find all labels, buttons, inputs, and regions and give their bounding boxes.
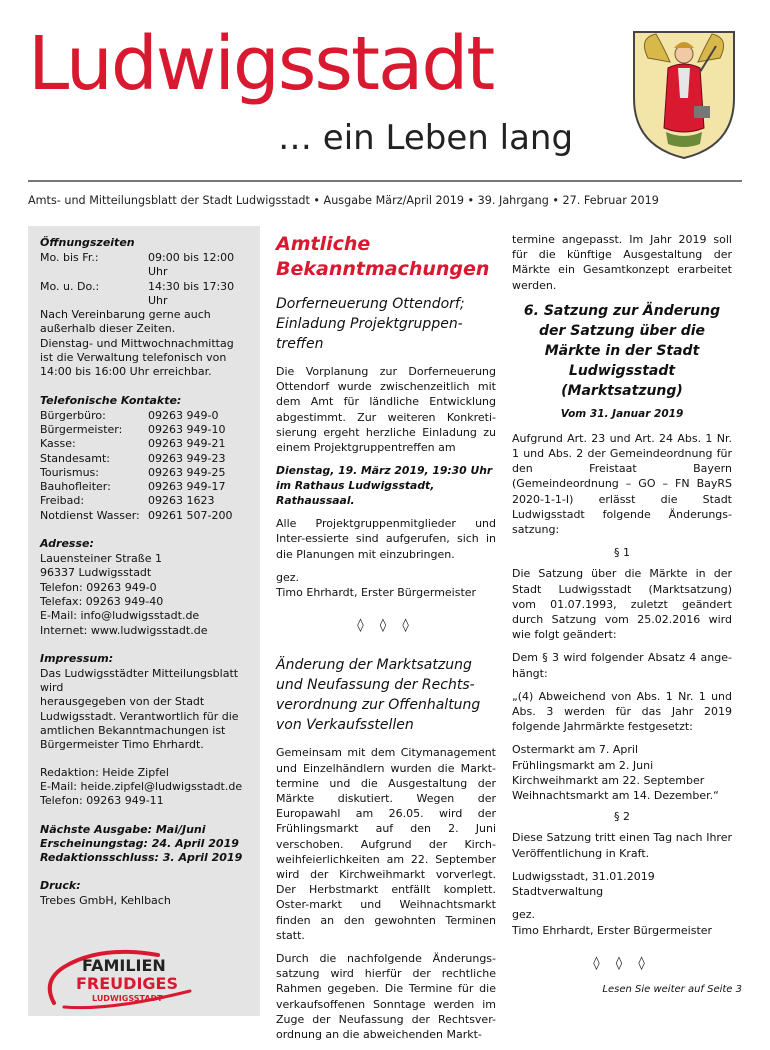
phone-label: Kasse: <box>40 437 76 451</box>
phone-label: Standesamt: <box>40 451 110 465</box>
section-2-label: § 2 <box>614 810 630 824</box>
phone-row <box>40 466 248 480</box>
phone-contacts-heading: Telefonische Kontakte: <box>40 393 182 407</box>
phone-label: Bürgermeister: <box>40 422 123 436</box>
signature-gez: gez. <box>276 570 300 584</box>
issuing-office: Stadtverwaltung <box>512 885 604 899</box>
next-issue-block <box>40 823 248 866</box>
opening-row-value: 14:30 bis 17:30 Uhr <box>148 279 235 307</box>
article2-paragraph: Durch die nachfolgende Änderungs-satzung wird hierfür der rechtliche Rahmen gegeben. Die Termine für die verkaufsoffenen Sonntage werden im Zuge der Neufassung der Rechtsver-ordnung an die abweichenden Markt- <box>276 952 496 1042</box>
separator-diamonds: ◊ ◊ ◊ <box>357 618 415 634</box>
phone-row <box>40 437 248 451</box>
impressum-line: herausgegeben von der Stadt <box>40 695 205 709</box>
logo-line2: FREUDIGES <box>76 973 178 993</box>
phone-row <box>40 509 248 523</box>
impressum-block <box>40 652 248 809</box>
address-email[interactable]: E-Mail: info@ludwigsstadt.de <box>40 609 200 623</box>
masthead-subtitle: … ein Leben lang <box>278 118 574 158</box>
opening-row-label: Mo. bis Fr.: <box>40 251 99 264</box>
statute-paragraph: Dem § 3 wird folgender Absatz 4 ange-hängt: <box>512 651 732 680</box>
continue-note: Lesen Sie weiter auf Seite 3 <box>602 984 742 995</box>
phone-number: 09263 949-0 <box>148 408 219 422</box>
column-right <box>512 232 732 993</box>
next-issue-line: Nächste Ausgabe: Mai/Juni <box>40 822 206 836</box>
address-heading: Adresse: <box>40 537 94 551</box>
statute-paragraph: „(4) Abweichend von Abs. 1 Nr. 1 und Abs. 3 werden für das Jahr 2019 folgende Jahrmärkte festgesetzt: <box>512 689 732 734</box>
address-line: Telefax: 09263 949-40 <box>40 594 164 608</box>
phone-row <box>40 480 248 494</box>
phone-row <box>40 409 248 423</box>
impressum-line: Ludwigsstadt. Verantwortlich für die <box>40 709 239 723</box>
column-middle <box>276 232 496 1050</box>
market-line: Weihnachtsmarkt am 14. Dezember.“ <box>512 789 719 803</box>
phone-number: 09263 1623 <box>148 494 215 508</box>
article1-date: Dienstag, 19. März 2019, 19:30 Uhr <box>276 464 493 478</box>
address-block <box>40 537 248 638</box>
address-website[interactable]: Internet: www.ludwigsstadt.de <box>40 623 208 637</box>
familienfreudiges-logo <box>40 941 210 1011</box>
opening-hours-heading: Öffnungszeiten <box>40 236 135 249</box>
phone-row <box>40 423 248 437</box>
signature-gez: gez. <box>512 908 536 922</box>
coat-of-arms-icon <box>630 28 738 160</box>
print-block <box>40 879 248 908</box>
phone-row <box>40 494 248 508</box>
statute-title: 6. Satzung zur Änderung der Satzung über die Märkte in der Stadt Ludwigsstadt (Marktsatzung) <box>523 302 721 399</box>
market-line: Frühlingsmarkt am 2. Juni <box>512 758 654 772</box>
phone-label: Freibad: <box>40 494 85 508</box>
next-issue-line: Erscheinungstag: 24. April 2019 <box>40 836 239 850</box>
article1-paragraph: Alle Projektgruppenmitglieder und Inter-essierte sind aufgerufen, sich in die Planungen mit einzubringen. <box>276 517 496 561</box>
phone-label: Bauhofleiter: <box>40 480 111 494</box>
phone-number: 09263 949-10 <box>148 422 226 436</box>
opening-row-label: Mo. u. Do.: <box>40 279 100 293</box>
phone-contacts-block <box>40 394 248 523</box>
article1-location: im Rathaus Ludwigsstadt, Rathaussaal. <box>276 479 435 508</box>
masthead-title: Ludwigsstadt <box>28 21 494 107</box>
phone-number: 09261 507-200 <box>148 508 233 522</box>
masthead <box>28 22 588 172</box>
phone-number: 09263 949-17 <box>148 480 226 494</box>
spacer <box>40 753 248 766</box>
market-line: Kirchweihmarkt am 22. September <box>512 773 705 787</box>
opening-row-value: 09:00 bis 12:00 Uhr <box>148 251 235 279</box>
opening-hours-block <box>40 236 248 380</box>
address-line: Telefon: 09263 949-0 <box>40 580 157 594</box>
logo-line3: LUDWIGSSTADT <box>92 993 163 1003</box>
article1-title: Dorferneuerung Ottendorf; Einladung Projektgruppen-treffen <box>276 296 465 352</box>
impressum-heading: Impressum: <box>40 651 114 665</box>
opening-note-line: 14:00 bis 16:00 Uhr erreichbar. <box>40 365 212 379</box>
opening-row <box>40 251 248 280</box>
print-heading: Druck: <box>40 879 81 893</box>
impressum-line: amtlichen Bekanntmachungen ist <box>40 724 226 738</box>
editor-email[interactable]: E-Mail: heide.zipfel@ludwigsstadt.de <box>40 779 243 793</box>
phone-number: 09263 949-21 <box>148 437 226 451</box>
place-date: Ludwigsstadt, 31.01.2019 <box>512 869 655 883</box>
opening-note-line: ist die Verwaltung telefonisch von <box>40 351 227 365</box>
signature-name: Timo Ehrhardt, Erster Bürgermeister <box>276 586 477 600</box>
impressum-line: Das Ludwigsstädter Mitteilungsblatt wird <box>40 666 239 695</box>
editor-line: Redaktion: Heide Zipfel <box>40 765 169 779</box>
statute-paragraph: Die Satzung über die Märkte in der Stadt Ludwigsstadt (Marktsatzung) vom 01.07.1993, zuletzt geändert durch Satzung vom 25.02.2016 wird wie folgt geändert: <box>512 567 732 642</box>
article2-paragraph: Gemeinsam mit dem Citymanagement und Einzelhändlern wurden die Markt-termine und die Ausgestaltung der Märkte diskutiert. Wegen der Europawahl am 26.05. wird der Frühlingsmarkt auf den 2. Juni verschoben. Aufgrund der Kirch-weihfeierlichkeiten am 22. September wird der Kirchweihmarkt vorverlegt. Der Herbstmarkt entfällt komplett. Oster-markt und Weihnachtsmarkt finden an den gewohnten Terminen statt. <box>276 746 496 942</box>
issue-line: Amts- und Mitteilungsblatt der Stadt Ludwigsstadt • Ausgabe März/April 2019 • 39. Jahrgang • 27. Februar 2019 <box>28 194 659 207</box>
article2-title: Änderung der Marktsatzung und Neufassung der Rechts-verordnung zur Offenhaltung von Verkaufsstellen <box>276 657 481 734</box>
section-1-label: § 1 <box>614 546 630 560</box>
article2-continued: termine angepasst. Im Jahr 2019 soll für die künftige Ausgestaltung der Märkte ein Gesamtkonzept erarbeitet werden. <box>512 233 732 292</box>
phone-label: Bürgerbüro: <box>40 408 106 422</box>
article1-paragraph: Die Vorplanung zur Dorferneuerung Ottendorf wurde zwischenzeitlich mit dem Amt für ländliche Entwicklung abgestimmt. Zur weiteren Konkreti-sierung ergeht herzliche Einladung zu einem Projektgruppentreffen am <box>276 365 496 455</box>
phone-row <box>40 452 248 466</box>
market-line: Ostermarkt am 7. April <box>512 743 639 757</box>
address-line: 96337 Ludwigsstadt <box>40 566 152 580</box>
print-text: Trebes GmbH, Kehlbach <box>40 894 171 908</box>
header-rule <box>28 180 742 182</box>
separator-diamonds: ◊ ◊ ◊ <box>593 955 651 971</box>
info-sidebar <box>28 226 260 1016</box>
editor-phone: Telefon: 09263 949-11 <box>40 794 164 808</box>
section-heading: Amtliche Bekanntmachungen <box>276 233 490 280</box>
statute-paragraph: Diese Satzung tritt einen Tag nach Ihrer Veröffentlichung in Kraft. <box>512 831 732 860</box>
statute-paragraph: Aufgrund Art. 23 und Art. 24 Abs. 1 Nr. 1 und Abs. 2 der Gemeindeordnung für den Freistaat Bayern (Gemeindeordnung – GO – FN BayRS 2020-1-1-I) erlässt die Stadt Ludwigsstadt folgende Änderungs-satzung: <box>512 431 732 537</box>
impressum-line: Bürgermeister Timo Ehrhardt. <box>40 738 204 752</box>
opening-row <box>40 280 248 309</box>
phone-label: Notdienst Wasser: <box>40 508 140 522</box>
opening-note-line: Dienstag- und Mittwochnachmittag <box>40 336 234 350</box>
signature-name: Timo Ehrhardt, Erster Bürgermeister <box>512 923 713 937</box>
phone-number: 09263 949-25 <box>148 465 226 479</box>
opening-note-line: Nach Vereinbarung gerne auch <box>40 308 211 322</box>
address-line: Lauensteiner Straße 1 <box>40 552 162 566</box>
next-issue-line: Redaktionsschluss: 3. April 2019 <box>40 851 243 865</box>
logo-line1: FAMILIEN <box>82 955 166 975</box>
phone-label: Tourismus: <box>40 465 99 479</box>
opening-note-line: außerhalb dieser Zeiten. <box>40 322 176 336</box>
statute-date: Vom 31. Januar 2019 <box>560 407 684 420</box>
phone-number: 09263 949-23 <box>148 451 226 465</box>
